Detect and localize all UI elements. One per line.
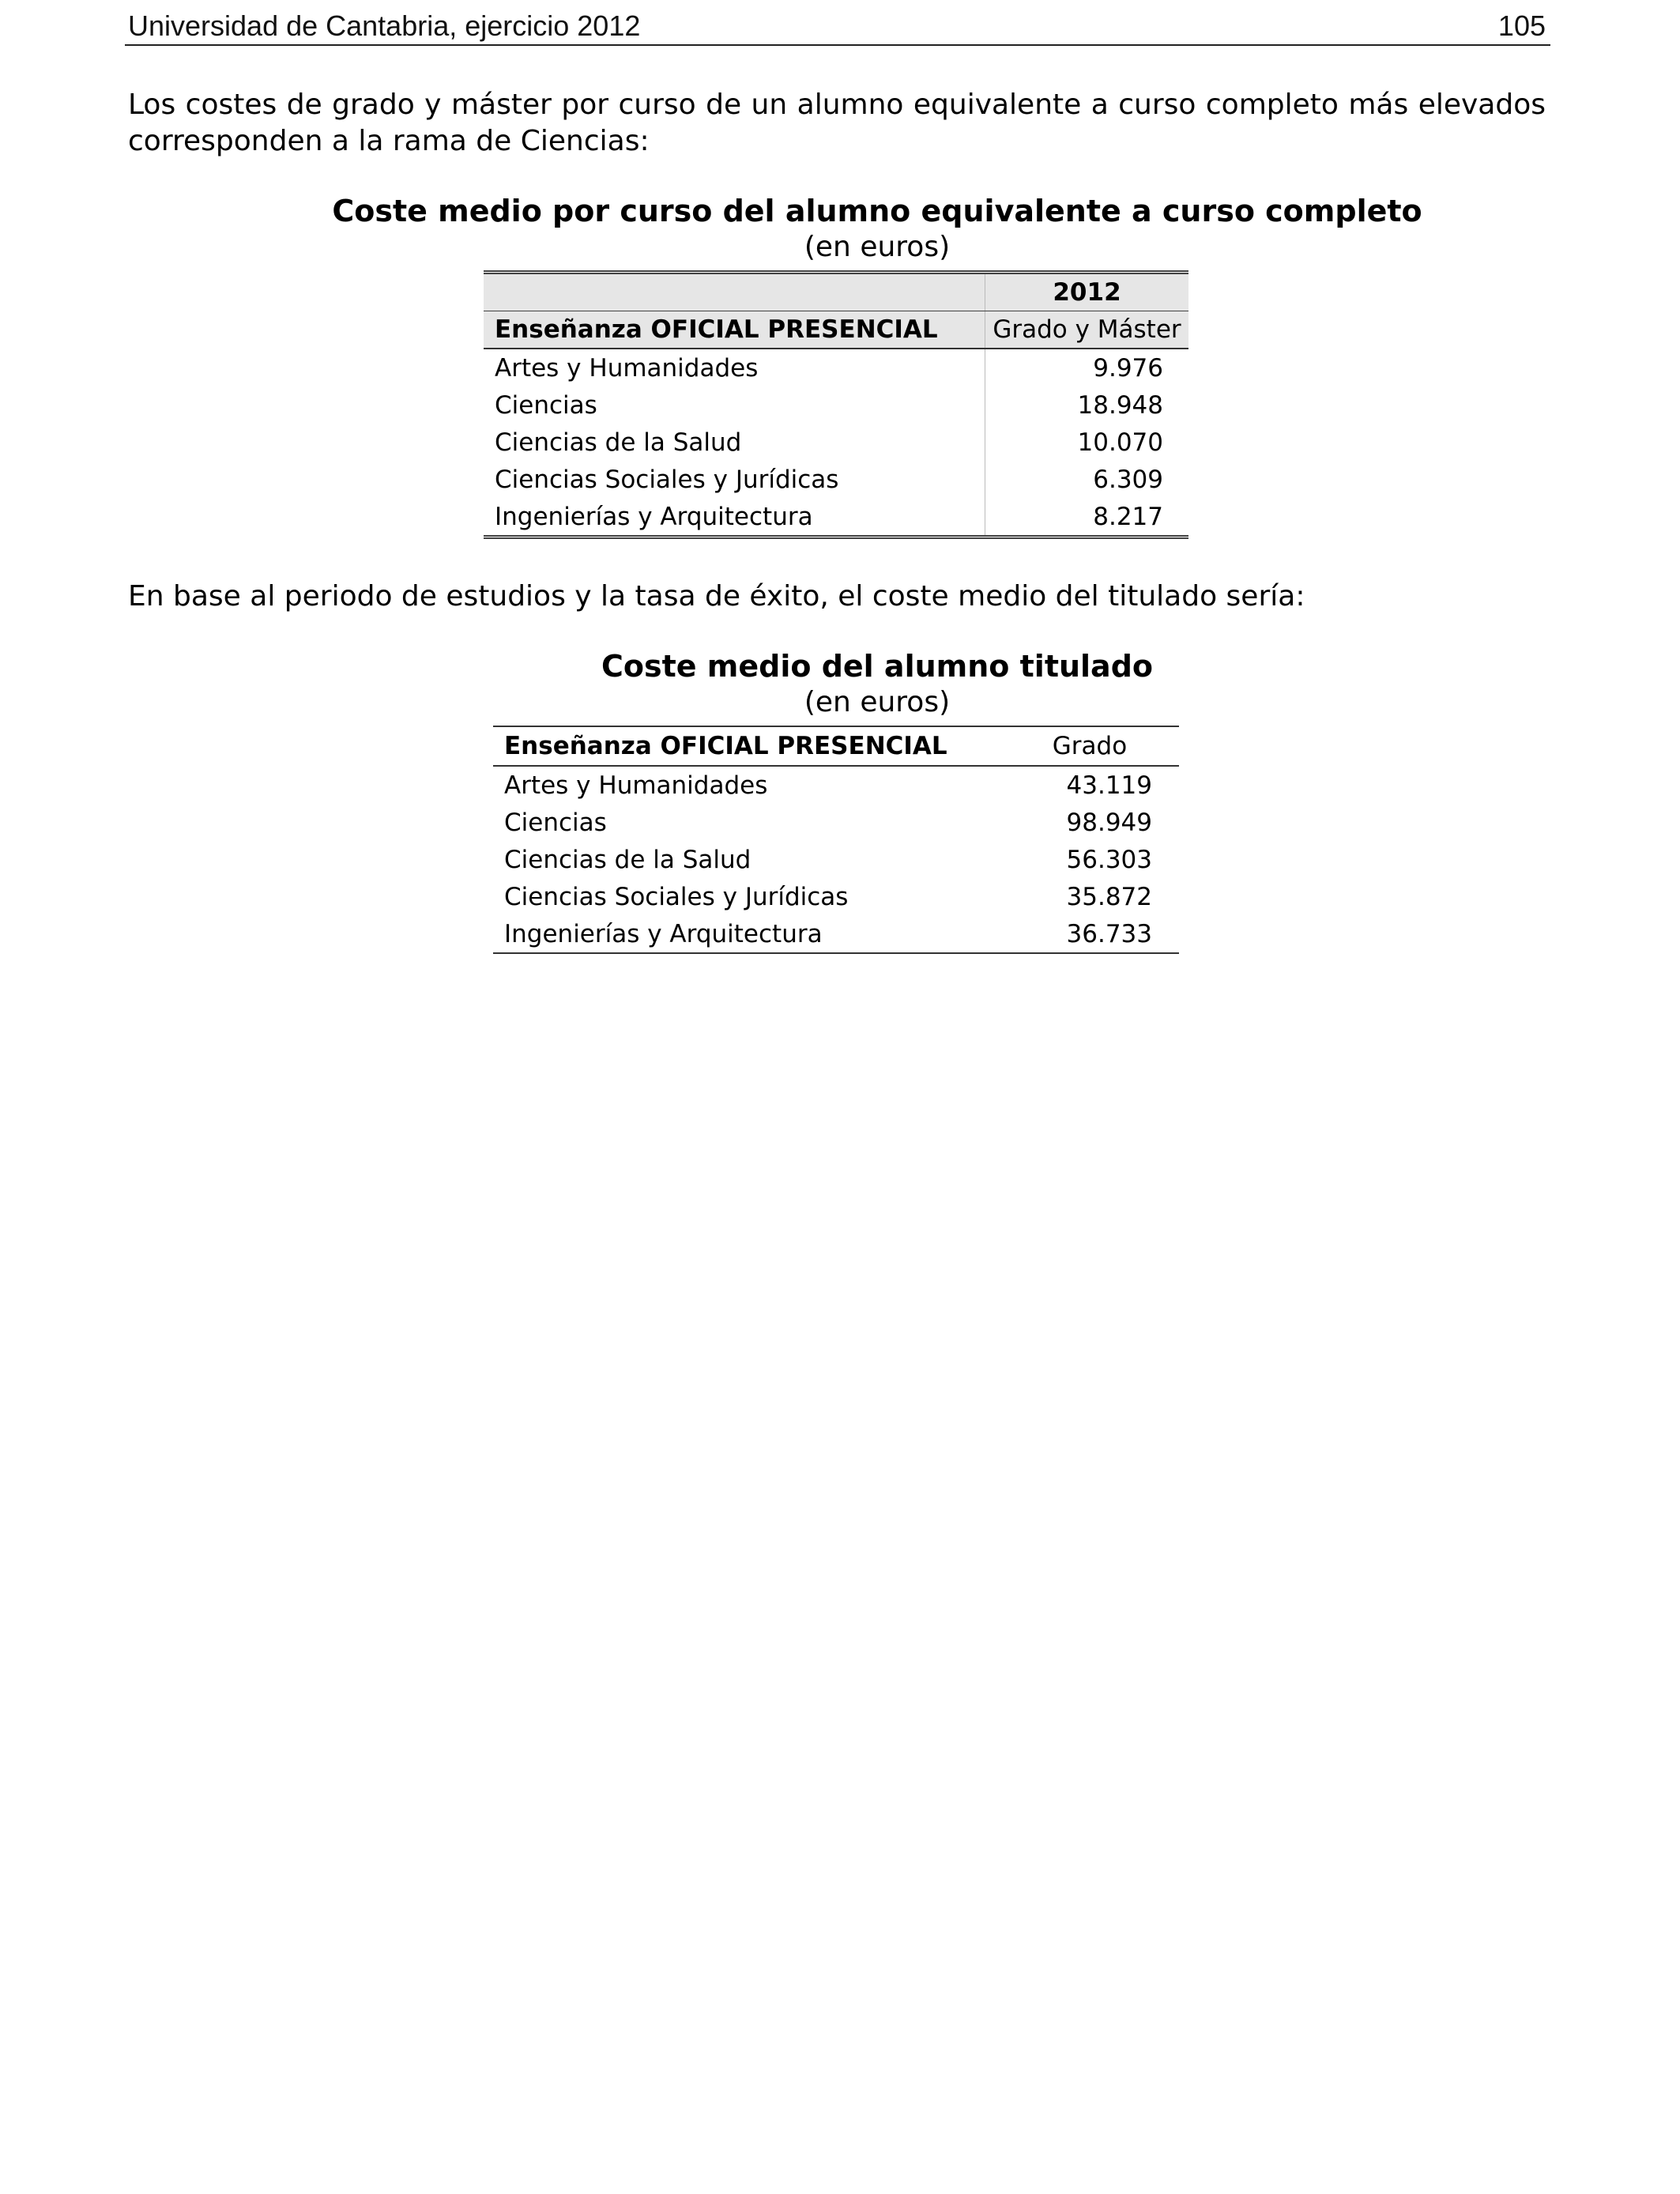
table2-subtitle: (en euros) <box>804 686 951 718</box>
row-value: 43.119 <box>1066 771 1152 800</box>
row-value: 36.733 <box>1066 919 1152 948</box>
row-label: Ciencias Sociales y Jurídicas <box>495 465 839 494</box>
table2-row-header: Enseñanza OFICIAL PRESENCIAL <box>493 726 1000 766</box>
header-title: Universidad de Cantabria, ejercicio 2012 <box>128 9 641 42</box>
table1-subtitle: (en euros) <box>804 231 951 263</box>
table2-title: Coste medio del alumno titulado <box>601 649 1154 684</box>
row-value: 8.217 <box>985 498 1189 537</box>
row-label: Ingenierías y Arquitectura <box>504 919 823 948</box>
row-label: Ciencias de la Salud <box>495 428 742 457</box>
table2-column-header: Grado <box>1000 726 1179 766</box>
graduate-cost-table <box>493 726 1179 954</box>
second-paragraph: En base al periodo de estudios y la tasa de éxito, el coste medio del titulado sería: <box>128 580 1305 613</box>
table-row <box>493 915 1179 953</box>
row-value: 56.303 <box>1066 845 1152 874</box>
table1-column-header: Grado y Máster <box>985 311 1189 349</box>
row-value: 35.872 <box>1066 882 1152 911</box>
table-row <box>493 804 1179 841</box>
table-row <box>484 461 1188 498</box>
table2-header-row <box>493 726 1179 766</box>
table-row <box>484 424 1188 461</box>
row-label: Ciencias <box>495 390 597 420</box>
table1-year: 2012 <box>985 273 1189 311</box>
intro-paragraph: Los costes de grado y máster por curso de un alumno equivalente a curso completo más elevados corresponden a la rama de Ciencias: <box>128 89 1546 157</box>
table1-year-row <box>484 273 1188 311</box>
row-label: Ciencias Sociales y Jurídicas <box>504 882 849 911</box>
table-row <box>493 841 1179 878</box>
table-row <box>493 878 1179 915</box>
row-label: Ciencias de la Salud <box>504 845 751 874</box>
table1-header-row <box>484 311 1188 349</box>
row-label: Ciencias <box>504 808 607 837</box>
page-number: 105 <box>1497 9 1546 42</box>
row-value: 9.976 <box>985 349 1189 386</box>
row-value: 6.309 <box>985 461 1189 498</box>
table1-row-header: Enseñanza OFICIAL PRESENCIAL <box>484 311 985 349</box>
row-value: 18.948 <box>985 386 1189 424</box>
cost-per-course-table <box>484 270 1188 539</box>
page-header <box>125 6 1550 46</box>
table-row <box>484 349 1188 386</box>
table1-title: Coste medio por curso del alumno equivalente a curso completo <box>332 194 1422 228</box>
table-row <box>484 498 1188 537</box>
table-row <box>484 386 1188 424</box>
row-value: 98.949 <box>1066 808 1152 837</box>
row-value: 10.070 <box>985 424 1189 461</box>
row-label: Artes y Humanidades <box>495 353 759 383</box>
row-label: Ingenierías y Arquitectura <box>495 502 813 531</box>
table-row <box>493 766 1179 804</box>
row-label: Artes y Humanidades <box>504 771 768 800</box>
